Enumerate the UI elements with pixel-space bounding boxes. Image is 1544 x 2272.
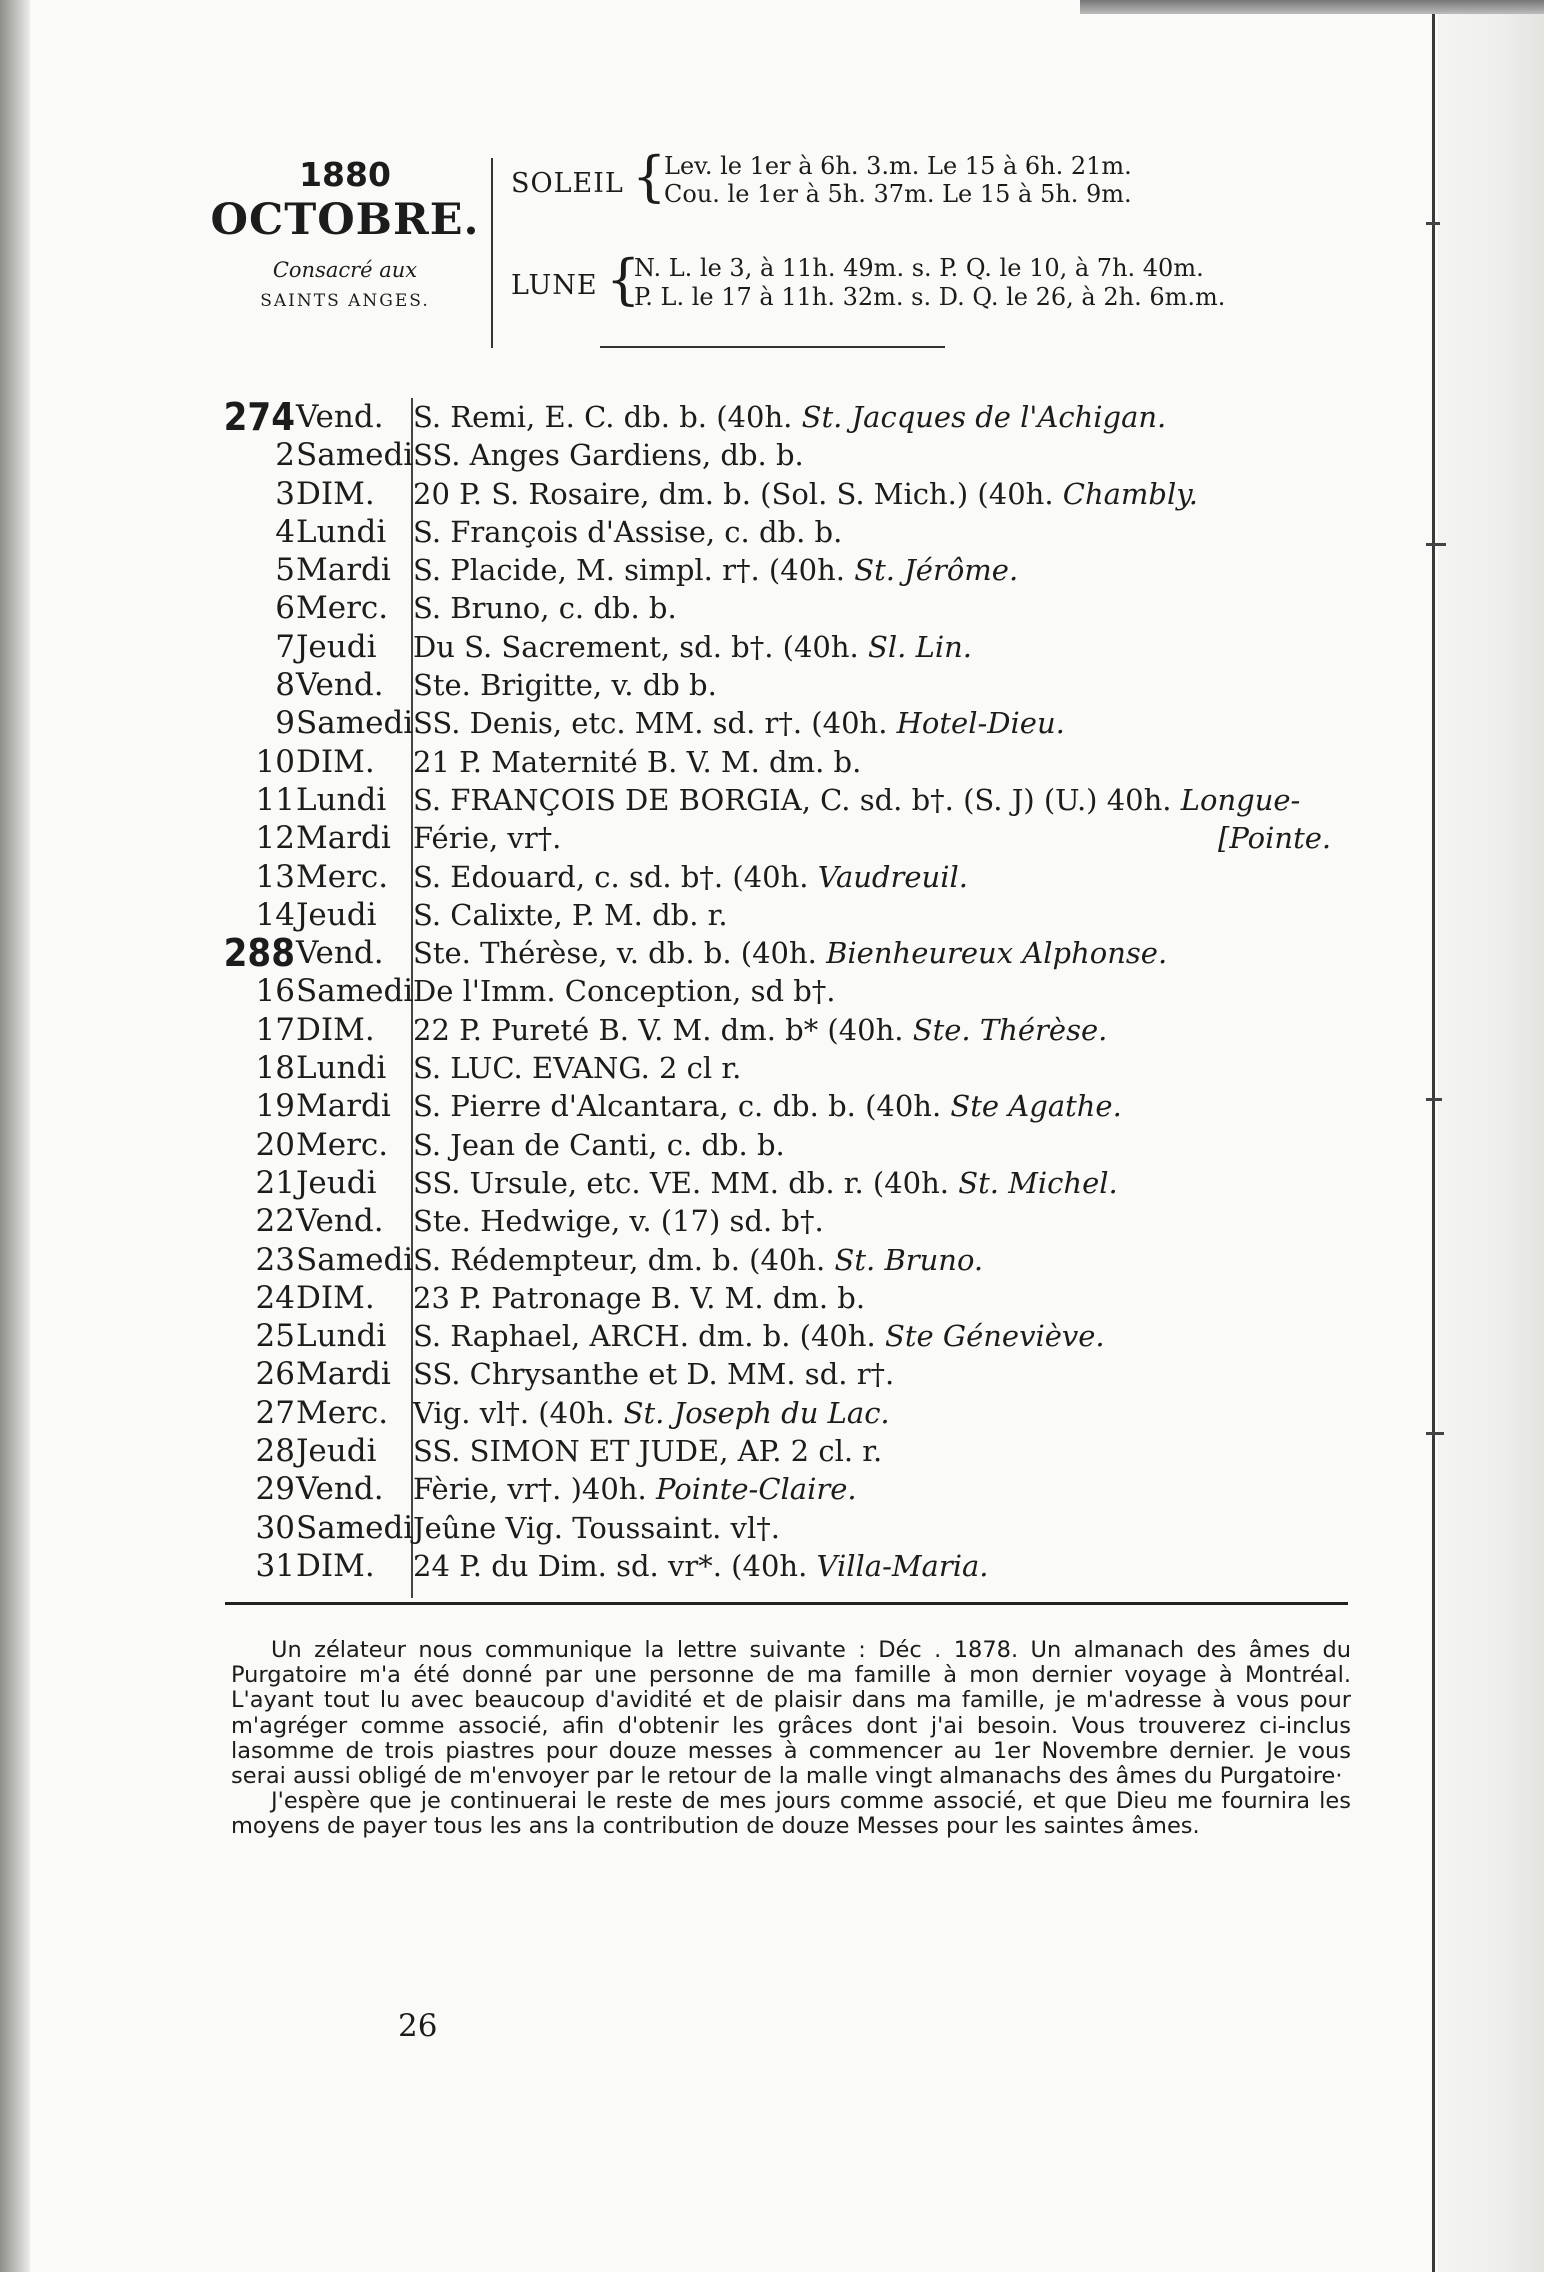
day-number: 25 xyxy=(255,1318,295,1355)
day-number: 17 xyxy=(255,1011,295,1048)
feast-text: 21 P. Maternité B. V. M. dm. b. xyxy=(413,744,862,779)
soleil-brace: { xyxy=(632,145,667,208)
feast-entry xyxy=(413,397,1166,437)
feast-text: De l'Imm. Conception, sd b†. xyxy=(413,974,836,1009)
day-number: 20 xyxy=(255,1126,295,1163)
calendar-row xyxy=(205,1240,1355,1278)
day-number: 6 xyxy=(275,590,295,627)
calendar-row xyxy=(205,1086,1355,1124)
weekday: Mardi xyxy=(296,1088,391,1125)
calendar-row xyxy=(205,1201,1355,1239)
lune-line-1: N. L. le 3, à 11h. 49m. s. P. Q. le 10, à 7h. 40m. xyxy=(634,254,1204,282)
soleil-label: SOLEIL xyxy=(511,168,624,199)
feast-entry xyxy=(413,1508,780,1548)
feast-entry xyxy=(413,1086,1122,1126)
feast-text: Du S. Sacrement, sd. b†. (40h. xyxy=(413,629,868,664)
day-number: 7 xyxy=(275,628,295,665)
calendar-row xyxy=(205,1278,1355,1316)
feast-text: 24 P. du Dim. sd. vr*. (40h. xyxy=(413,1548,817,1583)
forty-hours-location: Villa-Maria. xyxy=(816,1548,989,1583)
forty-hours-location: Ste Agathe. xyxy=(950,1089,1122,1124)
calendar-row xyxy=(205,971,1355,1009)
feast-entry xyxy=(413,627,972,667)
edge-mark xyxy=(1426,1098,1442,1101)
weekday: Merc. xyxy=(296,1394,389,1431)
calendar-row xyxy=(205,1546,1355,1584)
feast-entry xyxy=(413,1010,1107,1050)
weekday: Lundi xyxy=(296,513,387,550)
feast-text: S. Rédempteur, dm. b. (40h. xyxy=(413,1242,835,1277)
feast-text: S. Pierre d'Alcantara, c. db. b. (40h. xyxy=(413,1089,951,1124)
soleil-line-2: Cou. le 1er à 5h. 37m. Le 15 à 5h. 9m. xyxy=(664,180,1132,208)
edge-mark xyxy=(1426,543,1446,546)
feast-entry xyxy=(413,742,861,782)
feast-entry xyxy=(413,780,1300,820)
day-number: 5 xyxy=(275,552,295,589)
letter-paragraph-2: J'espère que je continuerai le reste de mes jours comme associé, et que Dieu me fournira les moyens de payer tous les ans la contribution de douze Messes pour les saintes âmes. xyxy=(231,1788,1351,1840)
day-number: 8 xyxy=(275,667,295,704)
feast-text: S. Bruno, c. db. b. xyxy=(413,591,677,626)
feast-text: S. Calixte, P. M. db. r. xyxy=(413,897,728,932)
feast-text: S. Remi, E. C. db. b. (40h. xyxy=(413,400,802,434)
feast-text: S. FRANÇOIS DE BORGIA, C. sd. b†. (S. J) (U.) 40h. xyxy=(413,782,1181,817)
calendar-row xyxy=(205,588,1355,626)
day-number: 274 xyxy=(223,395,295,439)
calendar-row xyxy=(205,1163,1355,1201)
weekday: Merc. xyxy=(296,858,389,895)
weekday: Mardi xyxy=(296,820,391,857)
weekday: Jeudi xyxy=(296,1433,377,1470)
weekday: Jeudi xyxy=(296,1164,377,1201)
weekday: Lundi xyxy=(296,1318,387,1355)
calendar-row xyxy=(205,818,1355,856)
day-number: 23 xyxy=(255,1241,295,1278)
calendar-row xyxy=(205,742,1355,780)
dedication-line: Consacré aux xyxy=(272,258,418,282)
day-number: 13 xyxy=(255,858,295,895)
feast-entry xyxy=(413,1393,890,1433)
feast-text: 22 P. Pureté B. V. M. dm. b* (40h. xyxy=(413,1012,913,1047)
forty-hours-location: Bienheureux Alphonse. xyxy=(826,936,1168,971)
feast-entry xyxy=(413,1048,741,1088)
day-number: 9 xyxy=(275,705,295,742)
feast-text: S. Raphael, ARCH. dm. b. (40h. xyxy=(413,1319,885,1354)
edge-mark xyxy=(1426,222,1440,225)
lune-label: LUNE xyxy=(511,270,598,301)
forty-hours-location: Hotel-Dieu. xyxy=(896,706,1065,741)
feast-entry xyxy=(413,857,968,897)
lune-line-2: P. L. le 17 à 11h. 32m. s. D. Q. le 26, à 2h. 6m.m. xyxy=(634,283,1226,311)
weekday: Lundi xyxy=(296,1050,387,1087)
letter-text xyxy=(231,1638,1351,1840)
feast-text: Vig. vl†. (40h. xyxy=(413,1395,624,1430)
day-number: 14 xyxy=(255,896,295,933)
forty-hours-location: Sl. Lin. xyxy=(867,629,972,664)
day-number: 10 xyxy=(255,743,295,780)
calendar-row xyxy=(205,931,1355,976)
feast-entry xyxy=(413,1163,1118,1203)
feast-text: SS. SIMON ET JUDE, AP. 2 cl. r. xyxy=(413,1434,883,1469)
weekday: Vend. xyxy=(296,667,384,704)
calendar-row xyxy=(205,1508,1355,1546)
feast-text: 20 P. S. Rosaire, dm. b. (Sol. S. Mich.) (40h. xyxy=(413,476,1063,511)
calendar-row xyxy=(205,550,1355,588)
edge-mark xyxy=(1426,1432,1444,1435)
weekday: Merc. xyxy=(296,1126,389,1163)
weekday: Vend. xyxy=(296,1471,384,1508)
feast-entry xyxy=(413,1354,894,1394)
feast-text: S. Edouard, c. sd. b†. (40h. xyxy=(413,859,818,894)
day-number: 3 xyxy=(275,475,295,512)
weekday: Jeudi xyxy=(296,896,377,933)
year: 1880 xyxy=(299,155,391,194)
feast-entry xyxy=(413,1125,785,1165)
weekday: Mardi xyxy=(296,1356,391,1393)
feast-text: S. Placide, M. simpl. r†. (40h. xyxy=(413,553,855,588)
feast-entry xyxy=(413,1240,983,1280)
feast-entry xyxy=(413,1316,1105,1356)
day-number: 26 xyxy=(255,1356,295,1393)
feast-text: Ste. Hedwige, v. (17) sd. b†. xyxy=(413,1204,824,1239)
weekday: Samedi xyxy=(296,705,414,742)
feast-entry xyxy=(413,971,836,1011)
calendar-row xyxy=(205,1354,1355,1392)
day-number: 4 xyxy=(275,513,295,550)
weekday: DIM. xyxy=(296,1547,375,1584)
forty-hours-location: Vaudreuil. xyxy=(817,859,968,894)
day-number: 288 xyxy=(223,931,295,976)
letter-paragraph-1: Un zélateur nous communique la lettre suivante : Déc . 1878. Un almanach des âmes du Purgatoire m'a été donné par une personne de ma famille à mon dernier voyage à Montréal. L'ayant tout lu avec beaucoup d'avidité et de plaisir dans ma famille, je m'adresse à vous pour m'agréger comme associé, afin d'obtenir les grâces dont j'ai besoin. Vous trouverez ci-inclus lasomme de trois piastres pour douze messes à commencer au 1er Novembre dernier. Je vous serai aussi obligé de m'envoyer par le retour de la malle vingt almanachs des âmes du Purgatoire· xyxy=(231,1637,1351,1790)
calendar-row xyxy=(205,1048,1355,1086)
feast-text: S. LUC. EVANG. 2 cl r. xyxy=(413,1051,742,1086)
feast-entry xyxy=(413,703,1065,743)
weekday: Samedi xyxy=(296,1241,414,1278)
page-edge-line xyxy=(1432,0,1435,2272)
feast-entry xyxy=(413,1469,857,1509)
feast-entry xyxy=(413,1201,824,1241)
feast-entry xyxy=(413,665,717,705)
day-number: 31 xyxy=(255,1547,295,1584)
day-number: 24 xyxy=(255,1279,295,1316)
header-bracket xyxy=(491,158,493,348)
feast-text: Jeûne Vig. Toussaint. vl†. xyxy=(413,1510,780,1545)
feast-entry xyxy=(413,933,1167,973)
month-title: OCTOBRE. xyxy=(210,195,480,245)
weekday: Jeudi xyxy=(296,628,377,665)
calendar-row xyxy=(205,895,1355,933)
weekday: Samedi xyxy=(296,973,414,1010)
feast-entry xyxy=(413,1546,989,1586)
weekday: Vend. xyxy=(296,935,384,972)
calendar-row xyxy=(205,1431,1355,1469)
calendar-row xyxy=(205,435,1355,473)
weekday: Samedi xyxy=(296,1509,414,1546)
feast-entry xyxy=(413,895,728,935)
calendar-row xyxy=(205,703,1355,741)
weekday: Samedi xyxy=(296,437,414,474)
calendar-bottom-rule xyxy=(225,1602,1348,1605)
dedication-saints: SAINTS ANGES. xyxy=(260,291,430,311)
weekday: Vend. xyxy=(296,1203,384,1240)
header-rule xyxy=(600,346,945,348)
top-edge-strip xyxy=(1080,0,1544,14)
day-number: 18 xyxy=(255,1050,295,1087)
forty-hours-location: Chambly. xyxy=(1062,476,1199,511)
weekday: DIM. xyxy=(296,1279,375,1316)
feast-text: S. François d'Assise, c. db. b. xyxy=(413,514,843,549)
forty-hours-location: St. Michel. xyxy=(958,1165,1118,1200)
day-number: 12 xyxy=(255,820,295,857)
weekday: DIM. xyxy=(296,743,375,780)
soleil-line-1: Lev. le 1er à 6h. 3.m. Le 15 à 6h. 21m. xyxy=(664,152,1132,180)
calendar-row xyxy=(205,1469,1355,1507)
weekday: Lundi xyxy=(296,781,387,818)
calendar-row xyxy=(205,1316,1355,1354)
calendar-row xyxy=(205,512,1355,550)
day-number: 16 xyxy=(255,973,295,1010)
feast-entry xyxy=(413,512,842,552)
day-number: 19 xyxy=(255,1088,295,1125)
calendar-row xyxy=(205,1393,1355,1431)
weekday: Merc. xyxy=(296,590,389,627)
feast-entry xyxy=(413,1278,865,1318)
forty-hours-location: St. Bruno. xyxy=(834,1242,984,1277)
lune-brace: { xyxy=(606,248,641,311)
feast-text: SS. Chrysanthe et D. MM. sd. r†. xyxy=(413,1357,895,1392)
book-binding xyxy=(0,0,30,2272)
day-number: 22 xyxy=(255,1203,295,1240)
calendar-row xyxy=(205,857,1355,895)
calendar-row xyxy=(205,780,1355,818)
margin-note: [Pointe. xyxy=(1218,821,1332,855)
page-edge xyxy=(1438,0,1544,2272)
feast-text: Ste. Brigitte, v. db b. xyxy=(413,668,717,703)
feast-text: SS. Ursule, etc. VE. MM. db. r. (40h. xyxy=(413,1165,959,1200)
feast-entry xyxy=(413,588,677,628)
calendar-table xyxy=(205,397,1355,1584)
feast-entry xyxy=(413,474,1198,514)
feast-text: Férie, vr†. xyxy=(413,821,562,856)
forty-hours-location: Ste. Thérèse. xyxy=(912,1012,1108,1047)
day-number: 2 xyxy=(275,437,295,474)
feast-entry xyxy=(413,435,804,475)
weekday: DIM. xyxy=(296,1011,375,1048)
weekday: DIM. xyxy=(296,475,375,512)
feast-text: Ste. Thérèse, v. db. b. (40h. xyxy=(413,936,827,971)
feast-text: Fèrie, vr†. )40h. xyxy=(413,1472,656,1507)
calendar-row xyxy=(205,1125,1355,1163)
feast-text: SS. Anges Gardiens, db. b. xyxy=(413,438,804,473)
feast-entry xyxy=(413,550,1018,590)
day-number: 27 xyxy=(255,1394,295,1431)
weekday: Mardi xyxy=(296,552,391,589)
day-number: 11 xyxy=(255,781,295,818)
calendar-row xyxy=(205,627,1355,665)
forty-hours-location: Longue- xyxy=(1180,782,1301,817)
page-number: 26 xyxy=(398,2008,438,2044)
feast-text: SS. Denis, etc. MM. sd. r†. (40h. xyxy=(413,706,897,741)
calendar-row xyxy=(205,395,1355,439)
forty-hours-location: St. Jacques de l'Achigan. xyxy=(801,400,1167,434)
day-number: 30 xyxy=(255,1509,295,1546)
forty-hours-location: St. Joseph du Lac. xyxy=(623,1395,890,1430)
forty-hours-location: Ste Géneviève. xyxy=(885,1319,1105,1354)
forty-hours-location: Pointe-Claire. xyxy=(655,1472,857,1507)
feast-entry xyxy=(413,818,561,858)
calendar-row xyxy=(205,665,1355,703)
feast-text: S. Jean de Canti, c. db. b. xyxy=(413,1127,785,1162)
calendar-row xyxy=(205,1010,1355,1048)
forty-hours-location: St. Jérôme. xyxy=(854,553,1019,588)
day-number: 28 xyxy=(255,1433,295,1470)
day-number: 29 xyxy=(255,1471,295,1508)
weekday: Vend. xyxy=(296,399,384,435)
feast-text: 23 P. Patronage B. V. M. dm. b. xyxy=(413,1280,866,1315)
feast-entry xyxy=(413,1431,882,1471)
month-heading xyxy=(210,155,480,317)
calendar-row xyxy=(205,474,1355,512)
day-number: 21 xyxy=(255,1164,295,1201)
